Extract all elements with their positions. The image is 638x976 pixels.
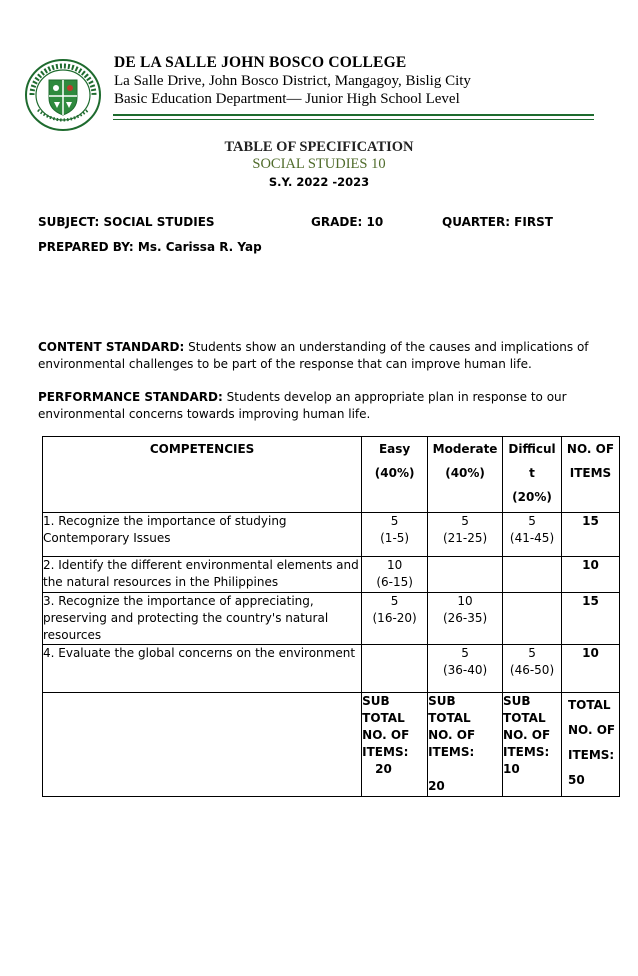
school-address: La Salle Drive, John Bosco District, Mangagoy, Bislig City [114,73,471,89]
total-word: TOTAL [503,711,546,725]
header-difficult-pct: (20%) [512,490,552,504]
header-rule-thin [113,119,594,120]
easy-cell [362,645,428,693]
difficult-range: (46-50) [509,663,555,677]
moderate-cell [428,557,503,593]
easy-count: 5 [390,514,399,528]
difficult-range: (41-45) [509,531,555,545]
easy-subtotal-cell [362,693,428,797]
table-row [43,513,620,557]
total-word: TOTAL [428,711,471,725]
difficult-count: 5 [528,514,536,528]
performance-standard-text: Students develop an appropriate plan in response to our environmental concerns towards improving human life. [38,390,567,421]
easy-cell [362,593,428,645]
items-word: ITEMS: [428,745,475,759]
content-standard [38,339,598,373]
total-cell: 10 [561,645,619,693]
header-no-of-items [561,437,619,513]
content-standard-text: Students show an understanding of the causes and implications of environmental challenges to be part of the response that can improve human life. [38,340,589,371]
easy-range: (16-20) [372,611,417,625]
moderate-count: 5 [461,514,469,528]
total-cell: 15 [561,513,619,557]
quarter-label: QUARTER: FIRST [442,215,553,229]
header-easy [362,437,428,513]
grade-label: GRADE: 10 [311,215,384,229]
header-moderate-label: Moderate [432,442,498,456]
table-row [43,557,620,593]
difficult-count: 5 [528,646,536,660]
subject-label: SUBJECT: SOCIAL STUDIES [38,215,215,229]
moderate-cell [428,593,503,645]
difficult-cell [503,645,562,693]
competency-cell: 1. Recognize the importance of studying Contemporary Issues [43,513,362,557]
moderate-subtotal-value: 20 [428,779,445,793]
table-row [43,645,620,693]
performance-standard [38,389,598,423]
difficult-subtotal-cell [503,693,562,797]
school-seal-logo [24,58,102,132]
moderate-cell [428,645,503,693]
specification-table [42,436,620,797]
easy-subtotal-value: 20 [375,762,392,776]
moderate-count: 5 [461,646,469,660]
header-items-a: NO. OF [566,442,615,456]
easy-count: 5 [390,594,399,608]
header-difficult-label-a: Difficul [508,442,556,456]
items-word: ITEMS: [503,745,550,759]
school-year: S.Y. 2022 -2023 [268,175,370,189]
difficult-cell [503,513,562,557]
moderate-range: (26-35) [442,611,488,625]
easy-count: 10 [386,558,403,572]
grand-total-cell [561,693,619,797]
grand-total-value: 50 [567,773,585,787]
competency-cell: 4. Evaluate the global concerns on the environment [43,645,362,693]
school-header [114,53,471,108]
header-moderate [428,437,503,513]
total-cell: 10 [561,557,619,593]
moderate-subtotal-cell [428,693,503,797]
moderate-cell [428,513,503,557]
competency-cell: 2. Identify the different environmental elements and the natural resources in the Philippines [43,557,362,593]
sub-word: SUB [503,694,531,708]
grand-no-of-word: NO. OF [567,723,616,737]
header-difficult [503,437,562,513]
no-of-word: NO. OF [428,728,476,742]
header-easy-label: Easy [378,442,411,456]
moderate-count: 10 [457,594,473,608]
difficult-cell [503,557,562,593]
header-easy-pct: (40%) [374,466,415,480]
moderate-range: (21-25) [442,531,488,545]
doc-subtitle: SOCIAL STUDIES 10 [252,156,386,172]
school-name: DE LA SALLE JOHN BOSCO COLLEGE [114,54,407,71]
difficult-subtotal-value: 10 [503,762,520,776]
header-rule-thick [113,114,594,116]
competency-cell: 3. Recognize the importance of appreciating, preserving and protecting the country's natural resources [43,593,362,645]
easy-cell [362,557,428,593]
content-standard-label: CONTENT STANDARD: [38,340,185,354]
grand-total-word: TOTAL [567,698,611,712]
no-of-word: NO. OF [503,728,551,742]
items-word: ITEMS: [362,745,409,759]
table-row [43,593,620,645]
subtotal-row [43,693,620,797]
sub-word: SUB [362,694,390,708]
prepared-by-label: PREPARED BY: Ms. Carissa R. Yap [38,240,262,254]
easy-range: (6-15) [376,575,413,589]
header-competencies: COMPETENCIES [43,437,362,513]
easy-range: (1-5) [380,531,410,545]
table-header-row [43,437,620,513]
doc-title: TABLE OF SPECIFICATION [224,139,414,155]
header-moderate-pct: (40%) [445,466,485,480]
header-difficult-label-b: t [529,466,535,480]
moderate-range: (36-40) [442,663,488,677]
difficult-cell [503,593,562,645]
total-word: TOTAL [362,711,405,725]
performance-standard-label: PERFORMANCE STANDARD: [38,390,223,404]
no-of-word: NO. OF [362,728,410,742]
school-department: Basic Education Department— Junior High School Level [114,91,460,107]
grand-items-word: ITEMS: [567,748,615,762]
header-items-b: ITEMS [569,466,612,480]
subtotal-empty-cell [43,693,362,797]
easy-cell [362,513,428,557]
sub-word: SUB [428,694,456,708]
total-cell: 15 [561,593,619,645]
